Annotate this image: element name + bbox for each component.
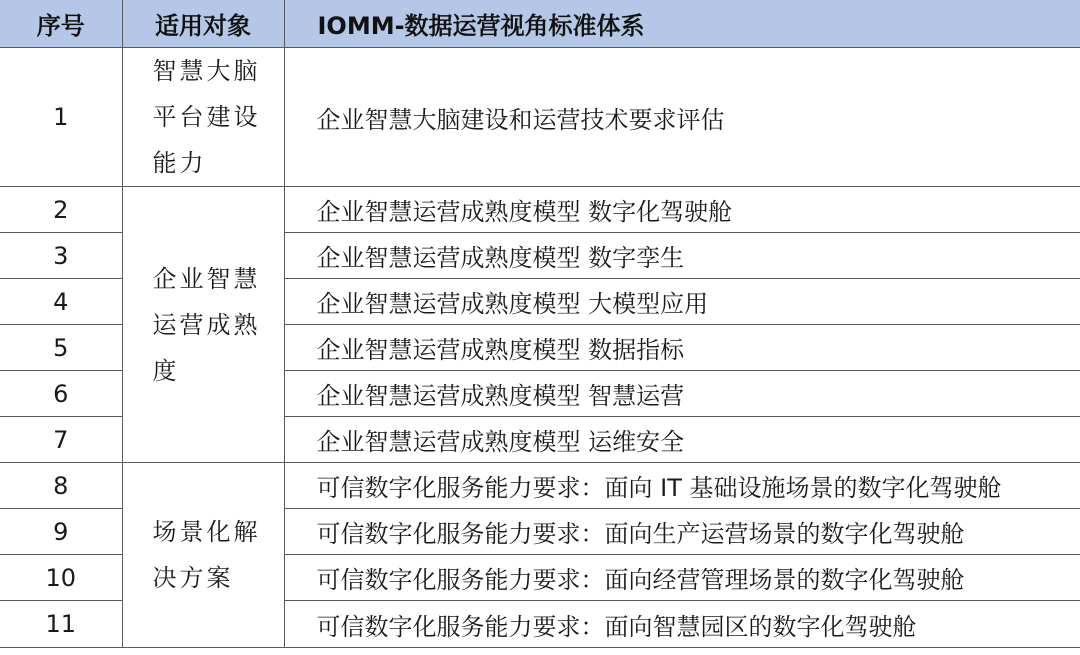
row-standard: 企业智慧运营成熟度模型 数字化驾驶舱 — [284, 187, 1080, 233]
row-number: 11 — [0, 601, 122, 648]
header-object: 适用对象 — [122, 0, 284, 48]
row-number: 7 — [0, 417, 122, 463]
row-standard: 企业智慧运营成熟度模型 大模型应用 — [284, 279, 1080, 325]
row-number: 9 — [0, 509, 122, 555]
row-number: 1 — [0, 48, 122, 187]
row-standard: 企业智慧运营成熟度模型 数据指标 — [284, 325, 1080, 371]
row-standard: 可信数字化服务能力要求：面向智慧园区的数字化驾驶舱 — [284, 601, 1080, 648]
header-row — [0, 0, 1080, 48]
group-object-brain: 智慧大脑平台建设能力 — [122, 48, 284, 187]
row-number: 3 — [0, 233, 122, 279]
row-number: 5 — [0, 325, 122, 371]
row-standard: 企业智慧运营成熟度模型 运维安全 — [284, 417, 1080, 463]
row-standard: 企业智慧运营成熟度模型 智慧运营 — [284, 371, 1080, 417]
row-standard: 可信数字化服务能力要求：面向 IT 基础设施场景的数字化驾驶舱 — [284, 463, 1080, 509]
table-row — [0, 187, 1080, 233]
group-object-maturity: 企业智慧运营成熟度 — [122, 187, 284, 463]
header-standard: IOMM-数据运营视角标准体系 — [284, 0, 1080, 48]
row-standard: 企业智慧运营成熟度模型 数字孪生 — [284, 233, 1080, 279]
row-standard: 可信数字化服务能力要求：面向经营管理场景的数字化驾驶舱 — [284, 555, 1080, 601]
row-standard: 企业智慧大脑建设和运营技术要求评估 — [284, 48, 1080, 187]
row-number: 6 — [0, 371, 122, 417]
row-number: 2 — [0, 187, 122, 233]
table-row — [0, 463, 1080, 509]
table-row — [0, 48, 1080, 187]
row-number: 4 — [0, 279, 122, 325]
group-object-solutions: 场景化解决方案 — [122, 463, 284, 648]
row-number: 10 — [0, 555, 122, 601]
row-standard: 可信数字化服务能力要求：面向生产运营场景的数字化驾驶舱 — [284, 509, 1080, 555]
header-number: 序号 — [0, 0, 122, 48]
row-number: 8 — [0, 463, 122, 509]
